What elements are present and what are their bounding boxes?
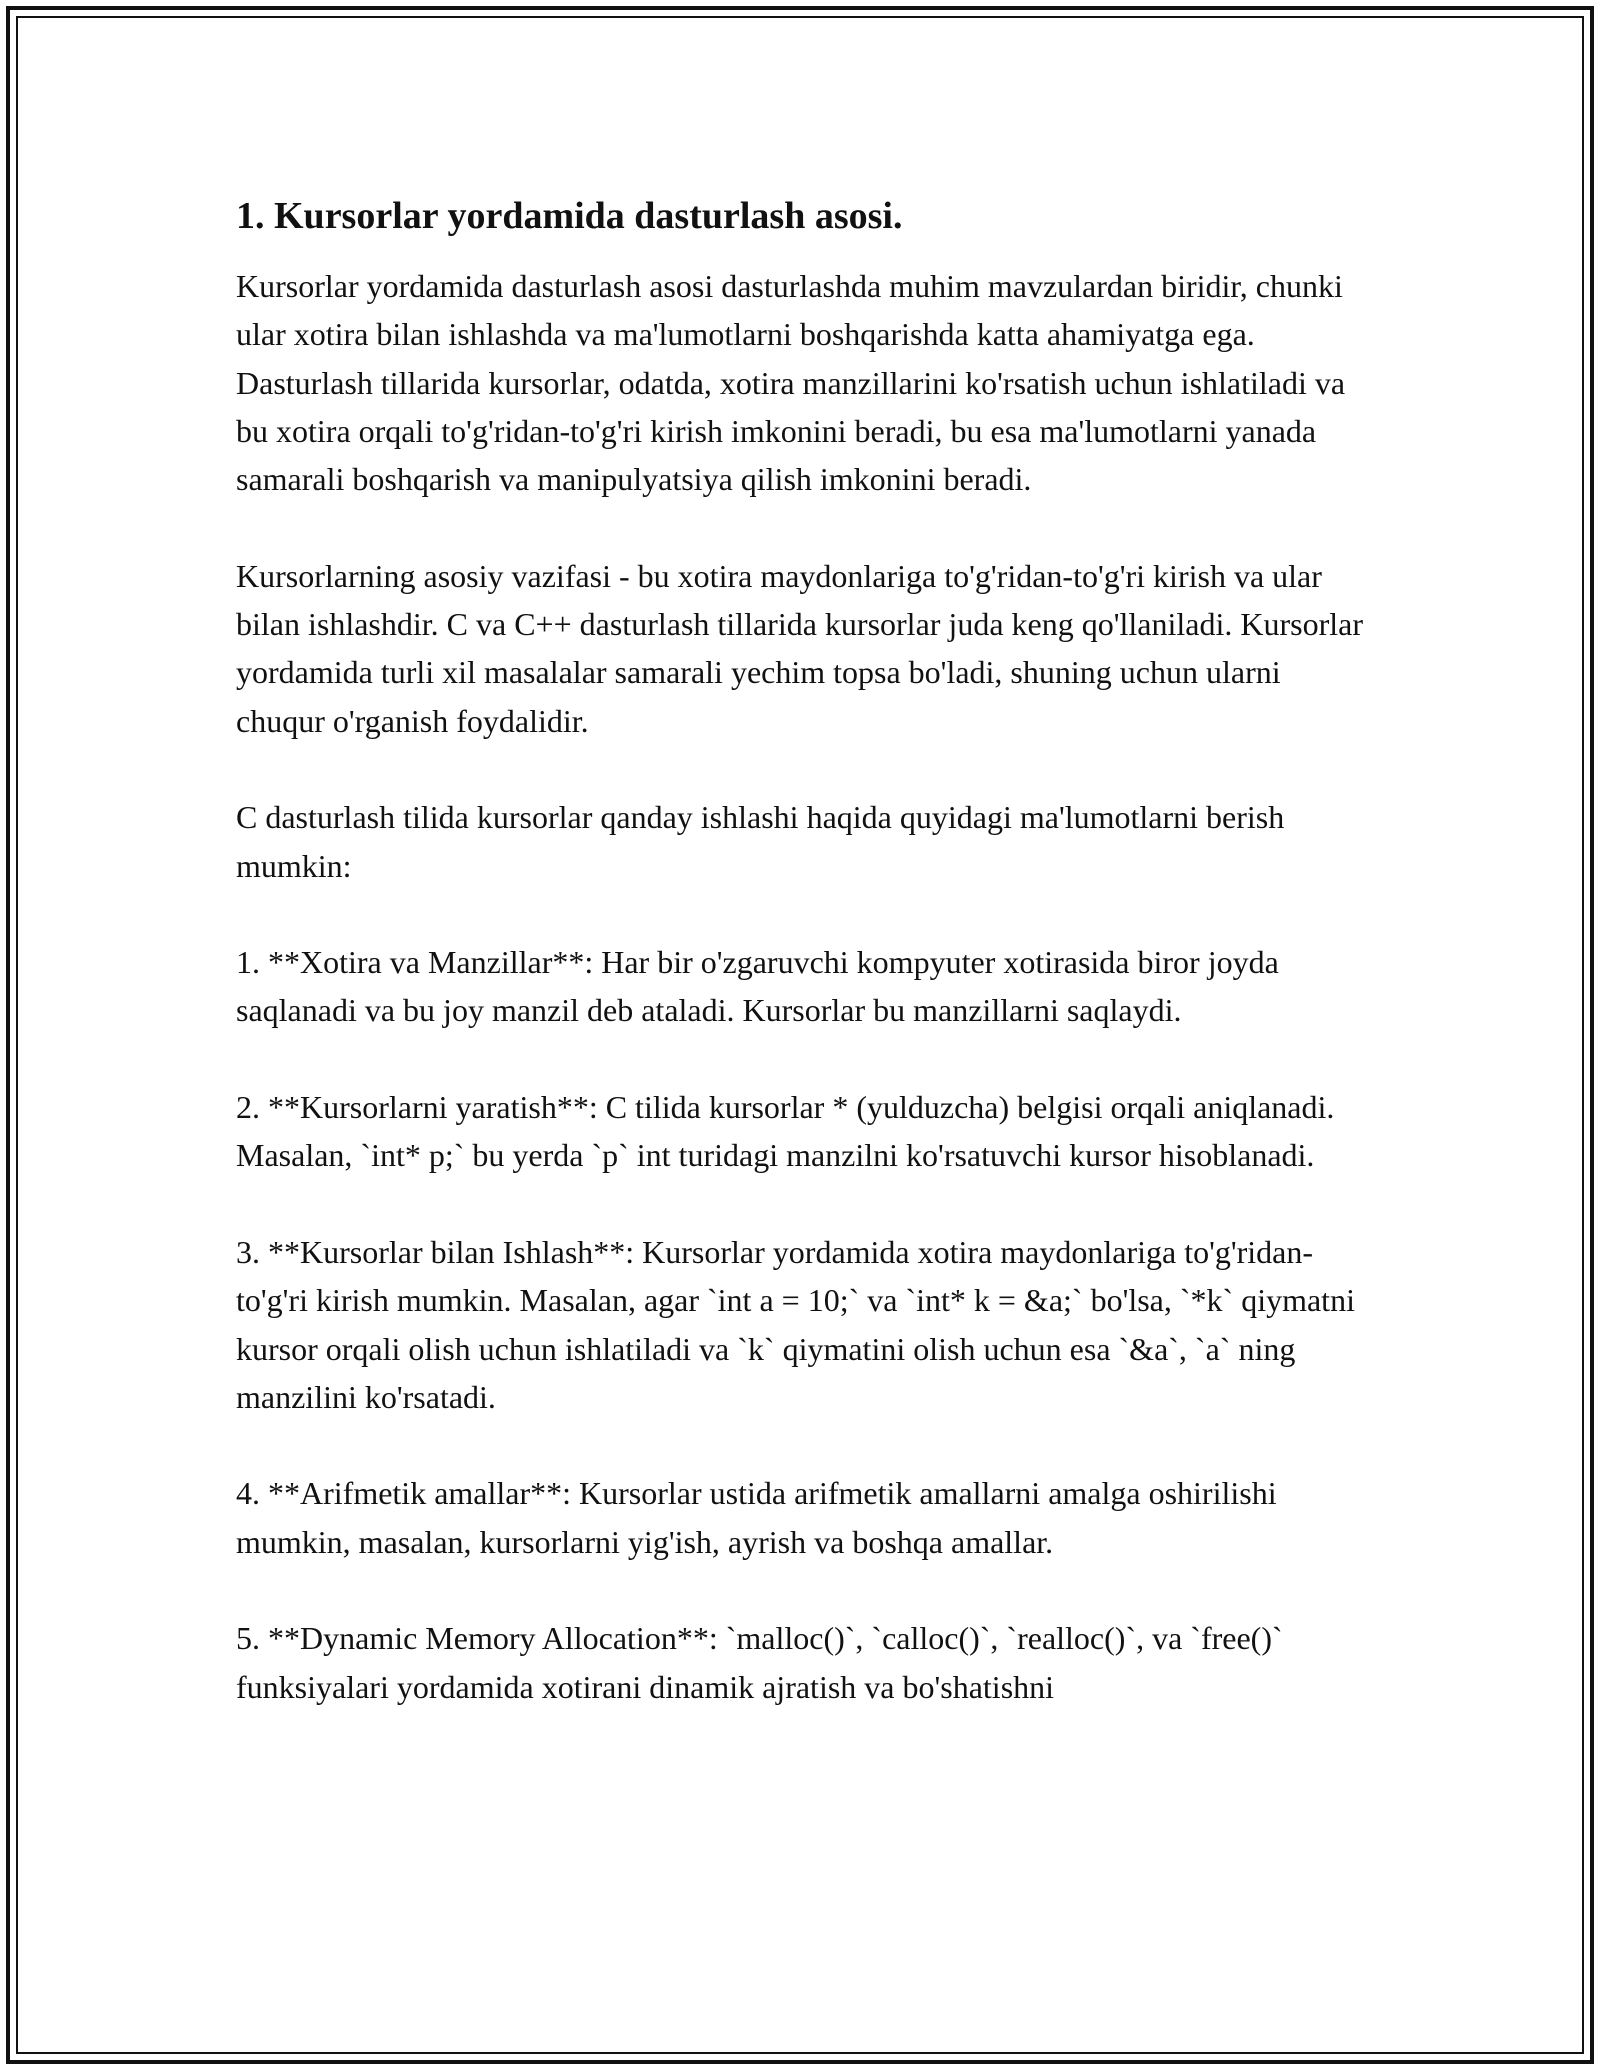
document-body [236,192,1366,1759]
section-heading: 1. Kursorlar yordamida dasturlash asosi. [236,195,903,237]
list-item-memory-addresses: 1. **Xotira va Manzillar**: Har bir o'zgaruvchi kompyuter xotirasida biror joyda saqlanadi va bu joy manzil deb ataladi. Kursorlar bu manzillarni saqlaydi. [236,944,1279,1029]
list-item-arithmetic: 4. **Arifmetik amallar**: Kursorlar ustida arifmetik amallarni amalga oshirilishi mumkin, masalan, kursorlarni yig'ish, ayrish va boshqa amallar. [236,1475,1277,1560]
paragraph-main-purpose: Kursorlarning asosiy vazifasi - bu xotira maydonlariga to'g'ridan-to'g'ri kirish va ular bilan ishlashdir. C va C++ dasturlash tillarida kursorlar juda keng qo'llaniladi. Kursorlar yordamida turli xil masalalar samarali yechim topsa bo'ladi, shuning uchun ularni chuqur o'rganish foydalidir. [236,557,1363,739]
list-item-dynamic-memory: 5. **Dynamic Memory Allocation**: `malloc()`, `calloc()`, `realloc()`, va `free()` funksiyalari yordamida xotirani dinamik ajratish va bo'shatishni [236,1620,1283,1705]
paragraph-lead-in: C dasturlash tilida kursorlar qanday ishlashi haqida quyidagi ma'lumotlarni berish mumkin: [236,799,1285,884]
list-item-creating-pointers: 2. **Kursorlarni yaratish**: C tilida kursorlar * (yulduzcha) belgisi orqali aniqlanadi. Masalan, `int* p;` bu yerda `p` int turidagi manzilni ko'rsatuvchi kursor hisoblanadi. [236,1089,1335,1174]
paragraph-intro: Kursorlar yordamida dasturlash asosi dasturlashda muhim mavzulardan biridir, chunki ular xotira bilan ishlashda va ma'lumotlarni boshqarishda katta ahamiyatga ega. Dasturlash tillarida kursorlar, odatda, xotira manzillarini ko'rsatish uchun ishlatiladi va bu xotira orqali to'g'ridan-to'g'ri kirish imkonini beradi, bu esa ma'lumotlarni yanada samarali boshqarish va manipulyatsiya qilish imkonini beradi. [236,268,1346,498]
list-item-working-with-pointers: 3. **Kursorlar bilan Ishlash**: Kursorlar yordamida xotira maydonlariga to'g'ridan-to'g'ri kirish mumkin. Masalan, agar `int a = 10;` va `int* k = &a;` bo'lsa, `*k` qiymatni kursor orqali olish uchun ishlatiladi va `k` qiymatini olish uchun esa `&a`, `a` ning manzilini ko'rsatadi. [236,1233,1355,1415]
